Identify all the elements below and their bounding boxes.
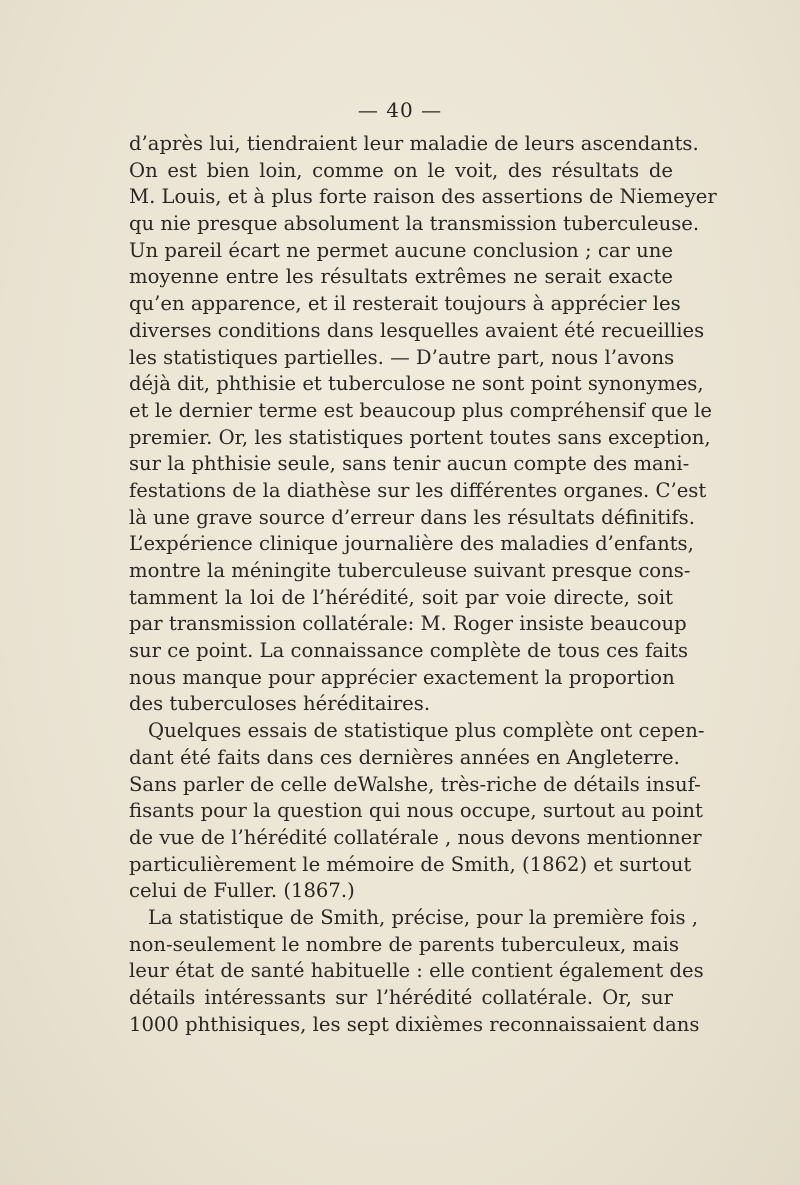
- text-line: festations de la diathèse sur les différentes organes. C’est: [129, 478, 707, 502]
- text-line: celui de Fuller. (1867.): [129, 879, 355, 903]
- text-line: et le dernier terme est beaucoup plus compréhensif que le: [129, 398, 713, 422]
- text-line: Quelques essais de statistique plus complète ont cepen-: [148, 719, 705, 743]
- text-line: moyenne entre les résultats extrêmes ne serait exacte: [129, 265, 673, 289]
- text-line: qu nie presque absolument la transmission tuberculeuse.: [129, 212, 700, 236]
- text-line: On est bien loin, comme on le voit, des résultats de: [129, 158, 673, 182]
- text-line: fisants pour la question qui nous occupe, surtout au point: [129, 799, 703, 823]
- text-line: les statistiques partielles. — D’autre part, nous l’avons: [129, 345, 675, 369]
- text-line: leur état de santé habituelle : elle contient également des: [129, 959, 704, 983]
- text-line: par transmission collatérale: M. Roger insiste beaucoup: [129, 612, 687, 636]
- text-line: M. Louis, et à plus forte raison des assertions de Niemeyer: [129, 185, 717, 209]
- text-line: sur la phthisie seule, sans tenir aucun compte des mani-: [129, 452, 690, 476]
- text-line: tamment la loi de l’hérédité, soit par voie directe, soit: [129, 585, 673, 609]
- text-line: premier. Or, les statistiques portent toutes sans exception,: [129, 425, 711, 449]
- text-line: d’après lui, tiendraient leur maladie de leurs ascendants.: [129, 132, 699, 155]
- text-line: diverses conditions dans lesquelles avaient été recueillies: [129, 318, 705, 342]
- text-line: montre la méningite tuberculeuse suivant presque cons-: [129, 559, 691, 582]
- text-line: déjà dit, phthisie et tuberculose ne sont point synonymes,: [129, 372, 704, 396]
- text-line: 1000 phthisiques, les sept dixièmes reconnaissaient dans: [129, 1012, 700, 1036]
- body-text: [129, 131, 717, 1038]
- text-line: qu’en apparence, et il resterait toujours à apprécier les: [129, 292, 681, 316]
- page-number: — 40 —: [357, 98, 443, 122]
- text-line: de vue de l’hérédité collatérale , nous devons mentionner: [129, 825, 702, 849]
- text-line: Un pareil écart ne permet aucune conclusion ; car une: [129, 238, 673, 262]
- text-line: détails intéressants sur l’hérédité collatérale. Or, sur: [129, 986, 673, 1009]
- text-line: dant été faits dans ces dernières années en Angleterre.: [129, 745, 680, 769]
- text-line: L’expérience clinique journalière des maladies d’enfants,: [129, 532, 694, 556]
- text-line: Sans parler de celle deWalshe, très-riche de détails insuf-: [129, 772, 701, 796]
- text-line: nous manque pour apprécier exactement la proportion: [129, 665, 675, 689]
- text-line: La statistique de Smith, précise, pour la première fois ,: [148, 905, 698, 929]
- text-line: non-seulement le nombre de parents tuberculeux, mais: [129, 932, 679, 956]
- text-line: particulièrement le mémoire de Smith, (1862) et surtout: [129, 852, 692, 876]
- text-line: là une grave source d’erreur dans les résultats définitifs.: [129, 505, 695, 529]
- text-line: sur ce point. La connaissance complète de tous ces faits: [129, 639, 689, 663]
- text-line: des tuberculoses héréditaires.: [129, 692, 431, 716]
